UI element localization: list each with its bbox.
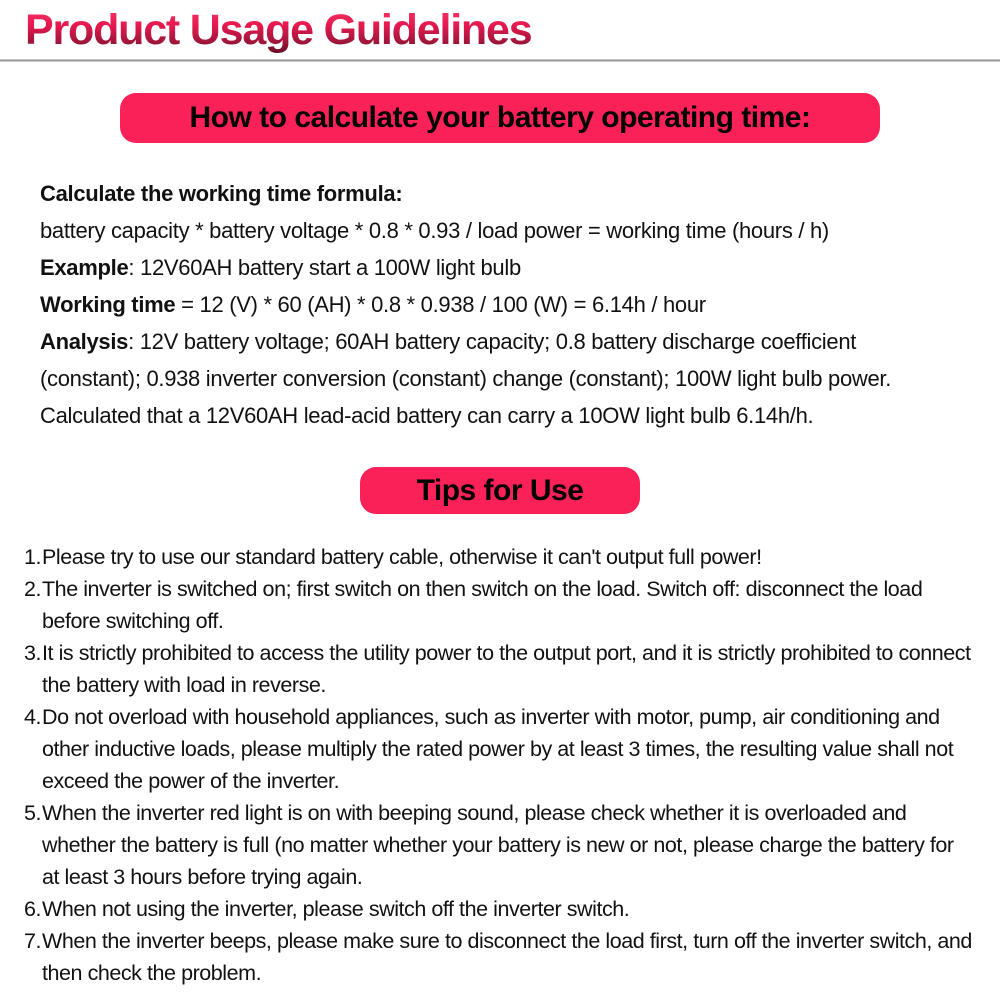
calc-banner-label: How to calculate your battery operating time: xyxy=(189,101,811,134)
tip-item-5 xyxy=(24,797,975,893)
tip-text: When not using the inverter, please switch off the inverter switch. xyxy=(42,897,630,921)
tip-number: 7. xyxy=(24,929,42,953)
working-time-lead: Working time xyxy=(40,292,176,317)
tip-item-7 xyxy=(24,925,975,989)
header xyxy=(0,0,1000,59)
tip-text: Do not overload with household appliances, such as inverter with motor, pump, air conditioning and other inductive loads, please multiply the rated power by at least 3 times, the resulting value shall not exceed the power of the inverter. xyxy=(42,705,954,793)
analysis-paragraph xyxy=(40,323,935,434)
tips-section-banner xyxy=(360,467,640,514)
tip-item-6 xyxy=(24,893,975,925)
tip-number: 3. xyxy=(24,641,42,665)
tip-text: The inverter is switched on; first switch on then switch on the load. Switch off: disconnect the load before switching off. xyxy=(42,577,923,633)
tip-item-2 xyxy=(24,573,975,637)
working-time-line xyxy=(40,286,935,323)
tips-banner-label: Tips for Use xyxy=(416,473,584,507)
example-line xyxy=(40,249,935,286)
calc-section-banner xyxy=(120,93,880,143)
tip-text: When the inverter red light is on with beeping sound, please check whether it is overloaded and whether the battery is full (no matter whether your battery is new or not, please charge the battery for at least 3 hours before trying again. xyxy=(42,801,954,889)
tip-number: 2. xyxy=(24,577,42,601)
tip-text: It is strictly prohibited to access the utility power to the output port, and it is strictly prohibited to connect the battery with load in reverse. xyxy=(42,641,971,697)
header-divider-rule xyxy=(0,59,1000,62)
tip-number: 4. xyxy=(24,705,42,729)
formula-line xyxy=(40,212,935,249)
tips-list xyxy=(24,541,975,989)
example-lead: Example xyxy=(40,255,129,280)
tip-number: 6. xyxy=(24,897,42,921)
tip-number: 5. xyxy=(24,801,42,825)
analysis-text: : 12V battery voltage; 60AH battery capacity; 0.8 battery discharge coefficient (constant); 0.938 inverter conversion (constant) change (constant); 100W light bulb power. Calculated that a 12V60AH lead-acid battery can carry a 10OW light bulb 6.14h/h. xyxy=(40,329,892,428)
example-text: : 12V60AH battery start a 100W light bulb xyxy=(128,255,521,280)
tip-item-3 xyxy=(24,637,975,701)
tip-text: Please try to use our standard battery cable, otherwise it can't output full power! xyxy=(42,545,762,569)
tip-text: When the inverter beeps, please make sure to disconnect the load first, turn off the inverter switch, and then check the problem. xyxy=(42,929,972,985)
tip-number: 1. xyxy=(24,545,42,569)
working-time-text: = 12 (V) * 60 (AH) * 0.8 * 0.938 / 100 (W) = 6.14h / hour xyxy=(175,292,706,317)
formula-text: battery capacity * battery voltage * 0.8 * 0.93 / load power = working time (hours / h) xyxy=(40,218,829,243)
tip-item-4 xyxy=(24,701,975,797)
page-title: Product Usage Guidelines xyxy=(25,6,532,54)
tip-item-1 xyxy=(24,541,975,573)
calc-instructions xyxy=(40,175,935,434)
formula-title-line xyxy=(40,175,935,212)
analysis-lead: Analysis xyxy=(40,329,129,354)
formula-title: Calculate the working time formula: xyxy=(40,181,403,206)
